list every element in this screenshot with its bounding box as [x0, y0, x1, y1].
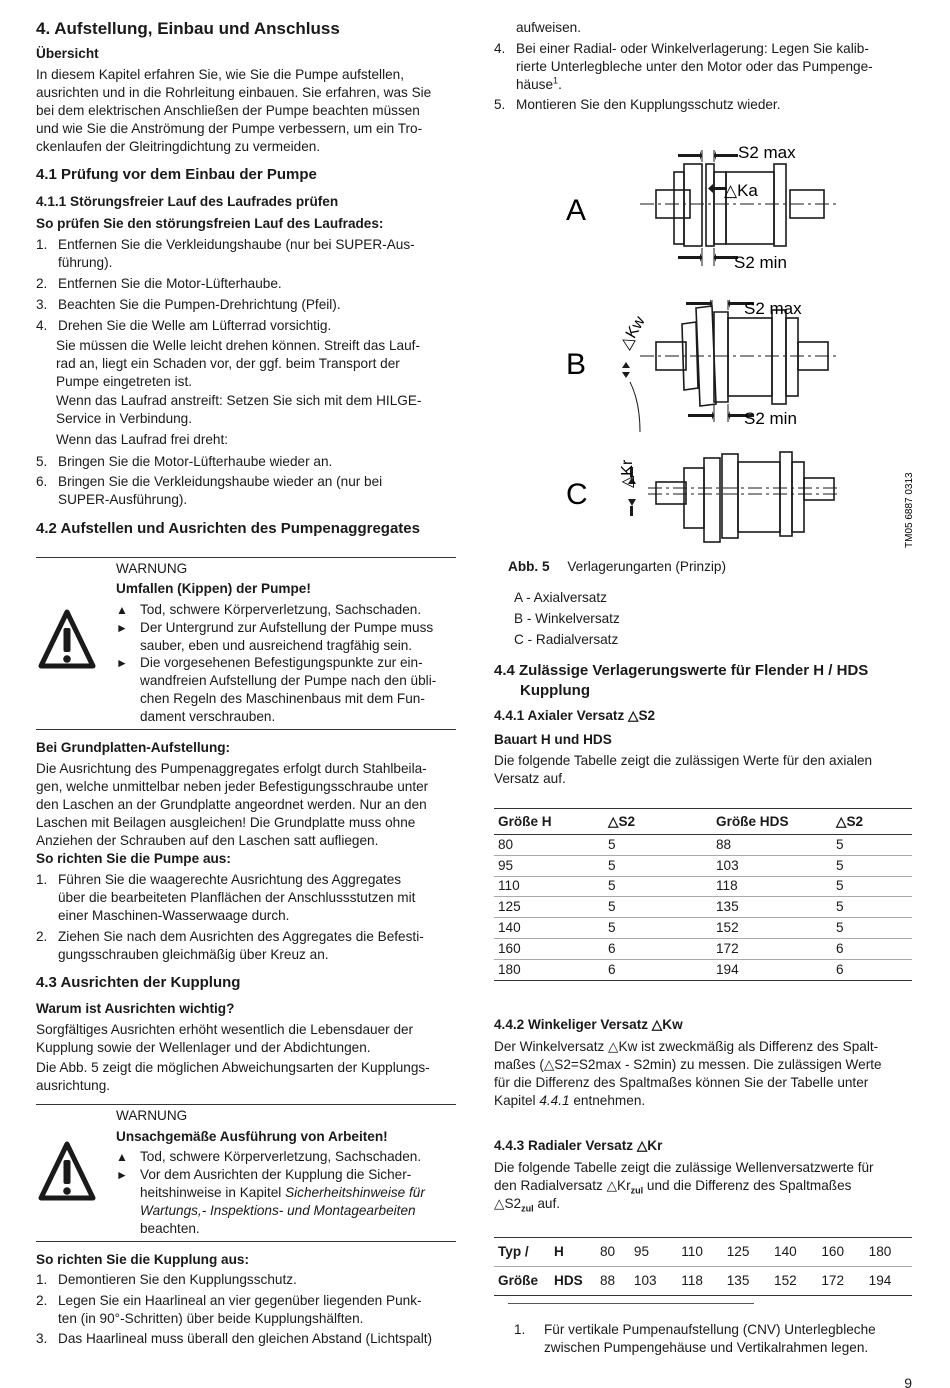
table-cell: 5 — [832, 876, 912, 897]
step-5-text: Montieren Sie den Kupplungsschutz wieder. — [516, 97, 781, 112]
table-cell: 180 — [494, 959, 604, 980]
coupling-misalignment-figure — [548, 132, 918, 557]
warning-1-icon — [38, 608, 96, 675]
table-cell: 5 — [604, 918, 712, 939]
warning-2-subtitle: Unsachgemäße Ausführung von Arbeiten! — [116, 1129, 388, 1144]
footnote-ref: 1 — [553, 75, 559, 86]
table-cell: 80 — [494, 835, 604, 856]
figure-a-s2max: S2 max — [738, 143, 796, 162]
table-cell: 110 — [494, 876, 604, 897]
table-cell: 135 — [712, 897, 832, 918]
table-row — [494, 938, 912, 959]
figure-a-s2min: S2 min — [734, 253, 787, 272]
howto-4-1-1: So prüfen Sie den störungsfreien Lauf des Laufrades: — [36, 216, 384, 231]
table-cell: 160 — [494, 938, 604, 959]
warning-2-bottom-rule — [36, 1241, 456, 1242]
table-cell: 5 — [832, 897, 912, 918]
warning-1-subtitle: Umfallen (Kippen) der Pumpe! — [116, 581, 311, 596]
table-cell: 6 — [604, 959, 712, 980]
table-cell: 88 — [712, 835, 832, 856]
table-cell: 103 — [712, 855, 832, 876]
warning-2-icon — [38, 1140, 96, 1207]
table-cell: 172 — [712, 938, 832, 959]
footnote-rule — [508, 1303, 754, 1304]
base-plate-title: Bei Grundplatten-Aufstellung: — [36, 740, 231, 755]
table-row — [494, 959, 912, 980]
warning-1-bottom-rule — [36, 729, 456, 730]
col-header: Größe H — [494, 809, 604, 835]
section-4-1-1-heading: 4.1.1 Störungsfreier Lauf des Laufrades prüfen — [36, 194, 339, 209]
table-cell: 5 — [832, 855, 912, 876]
step-4-number: 4. — [494, 41, 506, 56]
table-row — [494, 835, 912, 856]
table-cell: 6 — [604, 938, 712, 959]
overview-title: Übersicht — [36, 46, 99, 61]
section-4-4-3-text: Die folgende Tabelle zeigt die zulässige Wellenversatzwerte für den Radialversatz $\triangle Kr_{zul}$ und die Differenz des Spaltmaßes $\triangle S2_{zul}$ auf. — [494, 1160, 874, 1214]
radial-offset-table — [494, 1237, 912, 1296]
figure-b-s2max: S2 max — [744, 299, 802, 318]
table-cell: 5 — [604, 855, 712, 876]
step-5-number: 5. — [494, 97, 506, 112]
howto-4-2: So richten Sie die Pumpe aus: — [36, 851, 231, 866]
section-4-4-1-heading: 4.4.1 Axialer Versatz △S2 — [494, 708, 656, 723]
table-cell: 95 — [494, 855, 604, 876]
figure-label-b: B — [566, 348, 587, 381]
warning-2-top-rule — [36, 1104, 456, 1105]
page-number: 9 — [904, 1375, 912, 1388]
overview-text: In diesem Kapitel erfahren Sie, wie Sie die Pumpe aufstellen, ausrichten und in die Rohrleitung einbauen. Sie erfahren, was Sie bei dem elektrischen Anschließen der Pumpe beachten müssen und wie Sie die Anströmung der Pumpe verbessern, um ein Tro- ckenlaufen der Gleitringdichtung zu vermeiden. — [36, 67, 432, 154]
figure-caption: Abb. 5 Verlagerungarten (Prinzip) — [508, 559, 727, 574]
figure-label-c: C — [566, 478, 588, 511]
table-cell: 5 — [832, 835, 912, 856]
warning-2-title: WARNUNG — [116, 1108, 188, 1123]
col-header: △S2 — [604, 809, 712, 835]
howto-4-3: So richten Sie die Kupplung aus: — [36, 1252, 249, 1267]
axial-offset-table — [494, 808, 912, 981]
table-row — [494, 876, 912, 897]
figure-a-ka: △Ka — [724, 181, 758, 200]
warning-1-top-rule — [36, 557, 456, 558]
table-cell: 5 — [604, 835, 712, 856]
why-title: Warum ist Ausrichten wichtig? — [36, 1001, 235, 1016]
table-1-intro: Die folgende Tabelle zeigt die zulässigen Werte für den axialen Versatz auf. — [494, 753, 873, 786]
figure-label-a: A — [566, 194, 587, 227]
figure-c-kr: △Kr — [619, 459, 636, 488]
table-cell: 6 — [832, 959, 912, 980]
section-4-1-heading: 4.1 Prüfung vor dem Einbau der Pumpe — [36, 166, 317, 183]
table-header-row — [494, 809, 912, 835]
figure-b-s2min: S2 min — [744, 409, 797, 428]
table-cell: 5 — [604, 876, 712, 897]
warning-1-title: WARNUNG — [116, 561, 188, 576]
table-cell: 152 — [712, 918, 832, 939]
table-cell: 5 — [832, 918, 912, 939]
table-cell: 194 — [712, 959, 832, 980]
section-4-4-2-text: Der Winkelversatz △Kw ist zweckmäßig als Differenz des Spalt- maßes (△S2=S2max - S2min) zu messen. Die zulässigen Werte für die Differenz des Spaltmaßes können Sie der Tabelle unter Kapitel 4.4.1 entnehmen. — [494, 1039, 882, 1108]
table-row — [494, 855, 912, 876]
figure-legend: A - Axialversatz B - Winkelversatz C - Radialversatz — [514, 590, 620, 647]
bauart-heading: Bauart H und HDS — [494, 732, 612, 747]
table-row: Typ / H 80 95 110 125 140 160 180 — [494, 1238, 912, 1267]
section-4-3-heading: 4.3 Ausrichten der Kupplung — [36, 974, 241, 991]
table-cell: 118 — [712, 876, 832, 897]
figure-code: TM05 6887 0313 — [904, 472, 915, 548]
table-row — [494, 897, 912, 918]
table-cell: 6 — [832, 938, 912, 959]
chapter-title: 4. Aufstellung, Einbau und Anschluss — [36, 19, 340, 38]
table-row — [494, 918, 912, 939]
table-cell: 5 — [604, 897, 712, 918]
table-cell: 125 — [494, 897, 604, 918]
table-row: Größe HDS 88 103 118 135 152 172 194 — [494, 1267, 912, 1296]
figure-b-kw: △Kw — [616, 313, 649, 352]
section-4-4-3-heading: 4.4.3 Radialer Versatz △Kr — [494, 1138, 663, 1153]
step-4-text: Bei einer Radial- oder Winkelverlagerung: Legen Sie kalib- rierte Unterlegbleche unter den Motor oder das Pumpenge- häuse$^1$. — [516, 41, 873, 92]
col-header: △S2 — [832, 809, 912, 835]
section-4-2-heading: 4.2 Aufstellen und Ausrichten des Pumpenaggregates — [36, 520, 420, 537]
section-4-4-2-heading: 4.4.2 Winkeliger Versatz △Kw — [494, 1017, 683, 1032]
footnote-number: 1. — [514, 1322, 526, 1337]
col-header: Größe HDS — [712, 809, 832, 835]
footnote-text: Für vertikale Pumpenaufstellung (CNV) Unterlegbleche zwischen Pumpengehäuse und Vertikalrahmen legen. — [544, 1322, 876, 1355]
section-4-4-heading: 4.4 Zulässige Verlagerungswerte für Flender H / HDS Kupplung — [494, 662, 869, 699]
continued-text: aufweisen. — [516, 20, 581, 35]
base-plate-text: Die Ausrichtung des Pumpenaggregates erfolgt durch Stahlbeila- gen, welche unmittelbar neben jeder Befestigungsschraube unter den Laschen an der Grundplatte angeordnet werden. Nur an den Laschen mit Beilagen ausgleichen! Die Grundplatte muss ohne Anziehen der Schrauben auf den Laschen satt aufliegen. — [36, 761, 429, 848]
why-text: Sorgfältiges Ausrichten erhöht wesentlich die Lebensdauer der Kupplung sowie der Wellenlager und der Abdichtungen. — [36, 1022, 414, 1055]
table-cell: 140 — [494, 918, 604, 939]
why-text-2: Die Abb. 5 zeigt die möglichen Abweichungsarten der Kupplungs- ausrichtung. — [36, 1060, 430, 1093]
